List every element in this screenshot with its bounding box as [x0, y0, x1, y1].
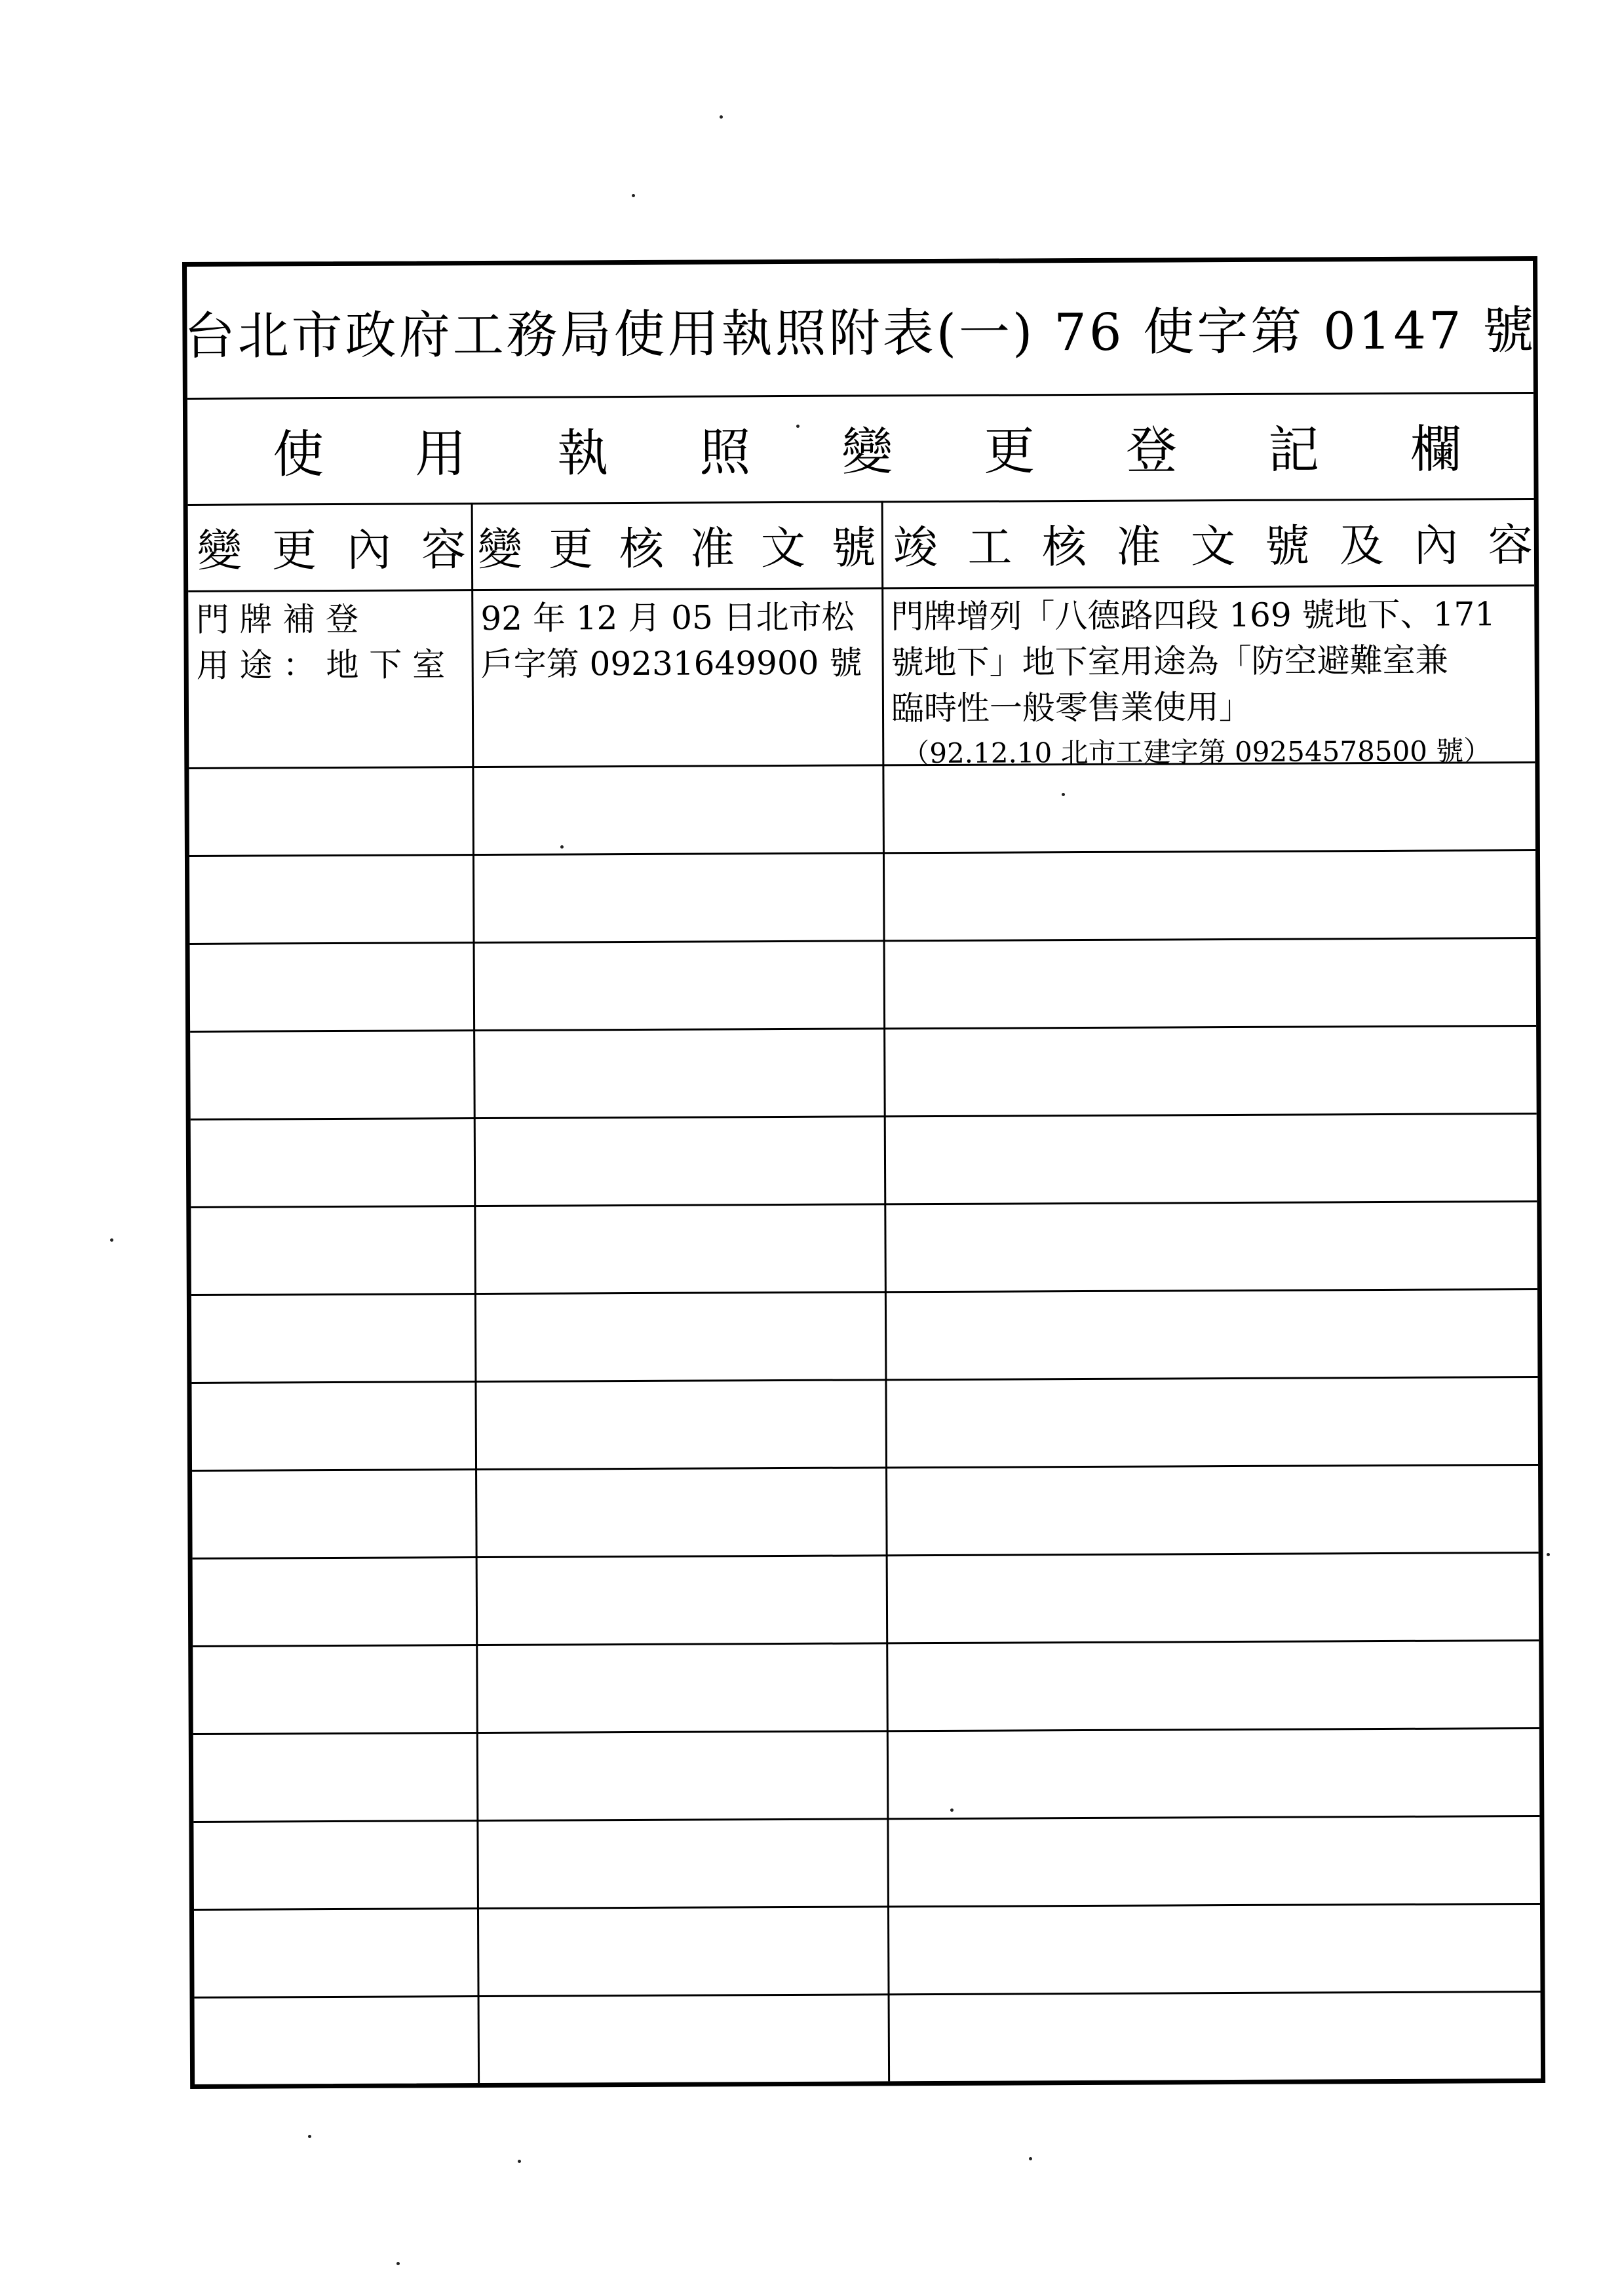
heading-char: 更 — [984, 422, 1035, 482]
row-rule — [189, 849, 1535, 857]
scan-speck — [110, 1238, 113, 1242]
change-content-line: 用 途 ： 地 下 室 — [196, 645, 446, 685]
heading-char: 記 — [1267, 421, 1320, 480]
row-rule — [194, 1903, 1540, 1911]
row-rule — [191, 1200, 1537, 1208]
entry-approval-number — [480, 594, 881, 687]
heading-char: 執 — [557, 424, 609, 484]
scan-speck — [518, 2160, 521, 2163]
entry-change-content — [196, 596, 471, 689]
form-title: 台北市政府工務局使用執照附表(一) 76 使字第 0147 號 — [187, 261, 1533, 400]
scan-speck — [308, 2135, 311, 2138]
completion-note: （92.12.10 北市工建字第 09254578500 號） — [902, 735, 1492, 770]
scan-speck — [396, 2262, 400, 2265]
heading-char: 用 — [415, 425, 467, 484]
scan-speck — [632, 194, 635, 197]
column-header-change-content: 變 更 內 容 — [197, 524, 467, 577]
row-rule — [193, 1815, 1539, 1823]
row-rule — [190, 937, 1536, 945]
change-content-line: 門 牌 補 登 — [196, 600, 359, 639]
row-rule — [191, 1376, 1537, 1384]
heading-char: 使 — [273, 425, 324, 485]
heading-char: 欄 — [1410, 420, 1462, 480]
completion-line: 臨時性一般零售業使用」 — [891, 687, 1252, 728]
column-header-completion: 竣 工 核 准 文 號 及 內 容 — [893, 519, 1533, 574]
usage-license-form — [182, 256, 1545, 2089]
row-rule — [191, 1113, 1537, 1120]
row-rule — [195, 1991, 1541, 1999]
row-rule — [190, 1025, 1536, 1033]
completion-line: 號地下」地下室用途為「防空避難室兼 — [891, 641, 1448, 682]
column-header-approval-number: 變 更 核 准 文 號 — [477, 522, 877, 576]
completion-line: 門牌增列「八德路四段 169 號地下、171 — [891, 595, 1496, 636]
row-rule — [193, 1552, 1539, 1559]
scan-speck — [1029, 2157, 1032, 2160]
scan-speck — [720, 115, 723, 119]
row-rule — [193, 1639, 1539, 1647]
heading-char: 登 — [1125, 421, 1178, 481]
scan-speck — [1547, 1553, 1550, 1556]
row-rule — [191, 1288, 1537, 1296]
heading-char: 變 — [841, 423, 893, 482]
heading-char: 照 — [699, 423, 751, 483]
approval-number-line: 92 年 12 月 05 日北市松 — [480, 598, 855, 638]
row-rule — [192, 1464, 1538, 1472]
section-heading — [187, 392, 1534, 506]
approval-number-line: 戶字第 09231649900 號 — [480, 643, 862, 684]
entry-completion — [891, 591, 1539, 772]
row-rule — [193, 1727, 1539, 1735]
